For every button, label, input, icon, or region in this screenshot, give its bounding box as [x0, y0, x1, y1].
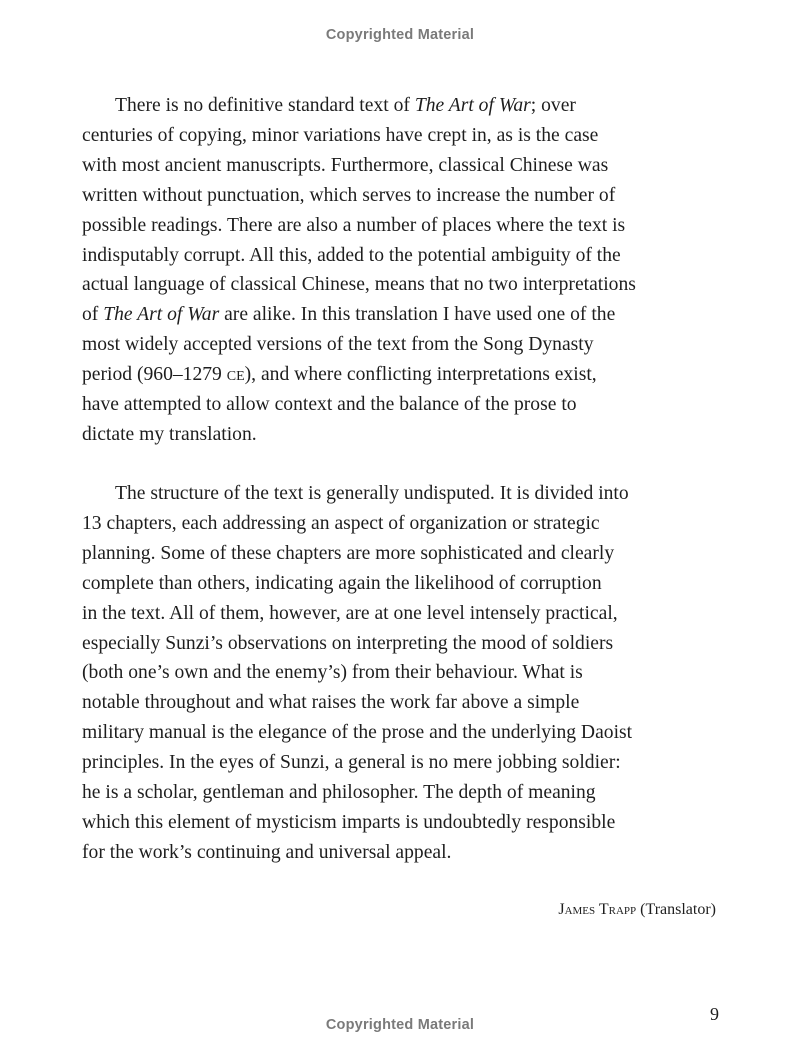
paragraph-1-line: most widely accepted versions of the text from the Song Dynasty [82, 334, 594, 356]
paragraph-2-line: which this element of mysticism imparts is undoubtedly responsible [82, 811, 616, 833]
paragraph-1-line: written without punctuation, which serves to increase the number of [82, 184, 616, 206]
paragraph-1-line: possible readings. There are also a number of places where the text is [82, 214, 626, 236]
translator-name: James Trapp [558, 901, 637, 918]
book-title: The Art of War [414, 95, 531, 116]
paragraph-2-line: principles. In the eyes of Sunzi, a general is no mere jobbing soldier: [82, 752, 621, 774]
paragraph-2-line: especially Sunzi’s observations on interpreting the mood of soldiers [82, 632, 614, 654]
watermark-top: Copyrighted Material [325, 27, 475, 43]
book-title: The Art of War [103, 304, 220, 326]
translator-role: (Translator) [636, 901, 716, 918]
text-run: are alike. In this translation I have used one of the [219, 304, 616, 326]
paragraph-2-line: planning. Some of these chapters are more sophisticated and clearly [82, 542, 615, 564]
page-number: 9 [710, 1004, 719, 1024]
paragraph-2-line: complete than others, indicating again the likelihood of corruption [82, 572, 602, 594]
paragraph-2-line: in the text. All of them, however, are at one level intensely practical, [82, 602, 618, 624]
text-run: There is no definitive standard text of [115, 95, 415, 116]
paragraph-2-line: military manual is the elegance of the prose and the underlying Daoist [82, 722, 633, 744]
watermark-bottom: Copyrighted Material [325, 1017, 475, 1033]
text-run: ; over [530, 95, 576, 116]
paragraph-1-line: dictate my translation. [82, 423, 257, 445]
paragraph-1-line: actual language of classical Chinese, means that no two interpretations [82, 274, 636, 296]
paragraph-2-line: 13 chapters, each addressing an aspect of organization or strategic [82, 512, 600, 534]
paragraph-1-line: indisputably corrupt. All this, added to the potential ambiguity of the [82, 244, 621, 266]
paragraph-1-line [82, 360, 722, 390]
paragraph-1-line [82, 300, 722, 330]
paragraph-1 [82, 91, 722, 450]
paragraph-1-line [82, 91, 722, 121]
paragraph-1-line: centuries of copying, minor variations have crept in, as is the case [82, 124, 599, 146]
text-run: ), and where conflicting interpretations exist, [244, 364, 597, 386]
era-abbreviation: ce [226, 364, 245, 386]
paragraph-2-line: The structure of the text is generally undisputed. It is divided into [115, 483, 629, 504]
text-run: of [82, 304, 104, 326]
paragraph-2-line: he is a scholar, gentleman and philosopher. The depth of meaning [82, 782, 596, 804]
paragraph-1-line: with most ancient manuscripts. Furthermore, classical Chinese was [82, 154, 609, 176]
text-run: period (960–1279 [82, 364, 227, 386]
paragraph-2-line: (both one’s own and the enemy’s) from their behaviour. What is [82, 662, 583, 684]
paragraph-2-line: notable throughout and what raises the work far above a simple [82, 692, 580, 714]
paragraph-2 [82, 479, 722, 868]
paragraph-1-line: have attempted to allow context and the balance of the prose to [82, 394, 577, 416]
translator-attribution [558, 901, 716, 919]
paragraph-2-line: for the work’s continuing and universal appeal. [82, 841, 452, 863]
